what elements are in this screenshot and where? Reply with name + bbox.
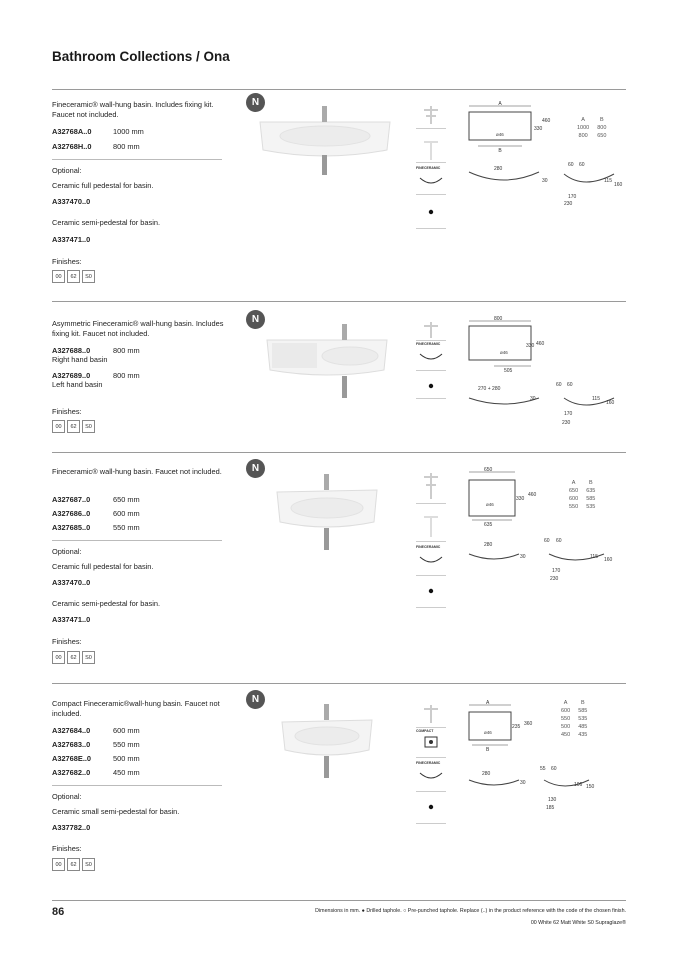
basin-photo	[255, 100, 395, 180]
svg-text:B: B	[486, 747, 490, 753]
section-divider	[52, 89, 626, 90]
svg-text:280: 280	[482, 771, 491, 777]
svg-text:106: 106	[574, 782, 583, 788]
taphole-icon	[416, 200, 446, 229]
product-description: Fineceramic® wall-hung basin. Faucet not included.	[52, 467, 222, 476]
svg-text:460: 460	[536, 341, 545, 347]
optional-item-code: A337782..0	[52, 823, 91, 832]
finish-swatch[interactable]: 00	[52, 858, 65, 871]
finish-swatch[interactable]: 62	[67, 651, 80, 664]
product-dimension: 450 mm	[113, 768, 140, 777]
finish-swatches	[52, 858, 95, 871]
svg-text:60: 60	[556, 382, 562, 388]
svg-text:60: 60	[567, 382, 573, 388]
product-code: A32768A..0	[52, 127, 92, 136]
taphole-icon	[416, 374, 446, 399]
optional-item-code: A337471..0	[52, 615, 91, 624]
svg-text:ø46: ø46	[500, 350, 508, 355]
product-code: A327687..0	[52, 495, 91, 504]
product-dimension: 1000 mm	[113, 127, 144, 136]
feature-icons	[416, 699, 446, 824]
svg-text:160: 160	[604, 557, 613, 563]
svg-text:635: 635	[484, 522, 493, 528]
svg-text:B: B	[498, 148, 502, 154]
svg-text:280: 280	[494, 166, 503, 172]
basin-photo	[262, 318, 392, 403]
size-table: A B 600 585 550 535 500 485 450 435	[561, 700, 588, 738]
fineceramic-icon: FINECERAMIC	[416, 166, 446, 195]
svg-text:55: 55	[540, 766, 546, 772]
section-divider	[52, 301, 626, 302]
fineceramic-icon: FINECERAMIC	[416, 545, 446, 576]
technical-drawing	[464, 316, 629, 431]
finish-swatches	[52, 420, 95, 433]
finishes-label: Finishes:	[52, 257, 82, 266]
svg-text:A: A	[486, 700, 490, 706]
product-code: A327682..0	[52, 768, 91, 777]
product-note: Right hand basin	[52, 355, 108, 364]
svg-text:115: 115	[604, 178, 612, 184]
footer-divider	[52, 900, 626, 901]
svg-text:30: 30	[520, 780, 526, 786]
optional-item-code: A337471..0	[52, 235, 91, 244]
finish-swatch[interactable]: S0	[82, 270, 95, 283]
svg-text:330: 330	[526, 343, 535, 349]
footnote: Dimensions in mm. ● Drilled taphole. ○ Pre-punched taphole. Replace (..) in the product reference with the code of the chosen finish.	[315, 908, 626, 914]
product-code: A32768E..0	[52, 754, 92, 763]
technical-drawing	[464, 700, 629, 815]
svg-text:115: 115	[590, 554, 598, 560]
wall-hung-icon	[416, 318, 446, 341]
svg-text:280: 280	[484, 542, 493, 548]
section-divider	[52, 683, 626, 684]
basin-photo	[277, 700, 377, 785]
product-code: A327686..0	[52, 509, 91, 518]
finish-swatch[interactable]: 62	[67, 858, 80, 871]
optional-label: Optional:	[52, 792, 82, 801]
wall-hung-icon	[416, 699, 446, 728]
svg-text:A: A	[498, 101, 502, 107]
size-table: A B 1000 800 800 650	[577, 117, 607, 139]
finish-swatch[interactable]: 62	[67, 420, 80, 433]
product-dimension: 650 mm	[113, 495, 140, 504]
size-table: A B 650 635 600 585 550 535	[569, 480, 596, 510]
svg-text:505: 505	[504, 368, 513, 374]
svg-text:60: 60	[568, 162, 574, 168]
svg-text:230: 230	[550, 576, 559, 582]
svg-text:330: 330	[516, 496, 525, 502]
svg-text:60: 60	[544, 538, 550, 544]
technical-drawing	[464, 466, 629, 584]
svg-text:800: 800	[494, 316, 503, 322]
finishes-label: Finishes:	[52, 637, 82, 646]
product-dimension: 800 mm	[113, 371, 140, 380]
finish-legend: 00 White 62 Matt White S0 Supraglaze®	[530, 920, 626, 926]
finish-swatch[interactable]: S0	[82, 651, 95, 664]
svg-text:30: 30	[530, 396, 536, 402]
product-dimension: 800 mm	[113, 142, 140, 151]
product-code: A327684..0	[52, 726, 91, 735]
feature-icons	[416, 467, 446, 607]
optional-label: Optional:	[52, 166, 82, 175]
feature-icons	[416, 100, 446, 230]
new-badge: N	[246, 459, 265, 478]
svg-text:60: 60	[579, 162, 585, 168]
svg-text:30: 30	[542, 178, 548, 184]
finish-swatch[interactable]: 00	[52, 651, 65, 664]
product-code: A327685..0	[52, 523, 91, 532]
pedestal-icon	[416, 134, 446, 163]
wall-hung-icon	[416, 100, 446, 129]
optional-label: Optional:	[52, 547, 82, 556]
finish-swatch[interactable]: S0	[82, 420, 95, 433]
product-code: A32768H..0	[52, 142, 92, 151]
svg-text:60: 60	[556, 538, 562, 544]
product-dimension: 600 mm	[113, 509, 140, 518]
svg-text:170: 170	[564, 411, 573, 417]
finishes-label: Finishes:	[52, 407, 82, 416]
product-code: A327688..0	[52, 346, 91, 355]
product-description: Compact Fineceramic®wall-hung basin. Faucet not included.	[52, 699, 220, 718]
svg-text:230: 230	[564, 201, 573, 207]
svg-text:170: 170	[552, 568, 561, 574]
wall-hung-icon	[416, 467, 446, 504]
fineceramic-icon: FINECERAMIC	[416, 342, 446, 371]
svg-text:170: 170	[568, 194, 577, 200]
optional-item-label: Ceramic semi-pedestal for basin.	[52, 218, 161, 227]
taphole-icon	[416, 795, 446, 824]
svg-text:650: 650	[484, 467, 493, 473]
svg-text:360: 360	[524, 721, 533, 727]
product-dimension: 500 mm	[113, 754, 140, 763]
new-badge: N	[246, 310, 265, 329]
divider	[52, 785, 222, 786]
finish-swatches	[52, 270, 95, 283]
feature-icons	[416, 318, 446, 398]
svg-text:160: 160	[606, 400, 615, 406]
optional-item-label: Ceramic semi-pedestal for basin.	[52, 599, 161, 608]
svg-text:115: 115	[592, 396, 600, 402]
svg-text:150: 150	[586, 784, 595, 790]
svg-text:330: 330	[534, 126, 543, 132]
fineceramic-icon: FINECERAMIC	[416, 761, 446, 792]
optional-item-label: Ceramic small semi-pedestal for basin.	[52, 807, 180, 816]
product-dimension: 600 mm	[113, 726, 140, 735]
taphole-icon	[416, 579, 446, 608]
svg-text:130: 130	[548, 797, 557, 803]
svg-text:270 + 280: 270 + 280	[478, 386, 501, 392]
divider	[52, 540, 222, 541]
svg-text:ø46: ø46	[484, 730, 492, 735]
svg-text:230: 230	[562, 420, 571, 426]
optional-item-label: Ceramic full pedestal for basin.	[52, 562, 154, 571]
optional-item-code: A337470..0	[52, 197, 91, 206]
new-badge: N	[246, 690, 265, 709]
page-number: 86	[52, 906, 65, 918]
optional-item-label: Ceramic full pedestal for basin.	[52, 181, 154, 190]
svg-text:60: 60	[551, 766, 557, 772]
finishes-label: Finishes:	[52, 844, 82, 853]
divider	[52, 159, 222, 160]
product-description: Fineceramic® wall-hung basin. Includes fixing kit. Faucet not included.	[52, 100, 214, 119]
svg-text:30: 30	[520, 554, 526, 560]
basin-photo	[272, 470, 382, 555]
finish-swatch[interactable]: S0	[82, 858, 95, 871]
product-code: A327683..0	[52, 740, 91, 749]
optional-item-code: A337470..0	[52, 578, 91, 587]
product-dimension: 550 mm	[113, 523, 140, 532]
compact-icon: COMPACT	[416, 729, 446, 758]
finish-swatch[interactable]: 00	[52, 270, 65, 283]
product-description: Asymmetric Fineceramic® wall-hung basin. Includes fixing kit. Faucet not included.	[52, 319, 224, 338]
product-note: Left hand basin	[52, 380, 103, 389]
section-divider	[52, 452, 626, 453]
svg-text:235: 235	[512, 724, 521, 730]
svg-text:460: 460	[528, 492, 537, 498]
finish-swatch[interactable]: 00	[52, 420, 65, 433]
finish-swatch[interactable]: 62	[67, 270, 80, 283]
finish-swatches	[52, 651, 95, 664]
product-dimension: 550 mm	[113, 740, 140, 749]
new-badge: N	[246, 93, 265, 112]
page-title: Bathroom Collections / Ona	[52, 49, 230, 64]
svg-text:460: 460	[542, 118, 551, 124]
svg-text:160: 160	[614, 182, 623, 188]
svg-text:ø46: ø46	[486, 502, 494, 507]
svg-text:185: 185	[546, 805, 555, 811]
svg-text:ø46: ø46	[496, 132, 504, 137]
product-code: A327689..0	[52, 371, 91, 380]
pedestal-icon	[416, 507, 446, 542]
product-dimension: 800 mm	[113, 346, 140, 355]
